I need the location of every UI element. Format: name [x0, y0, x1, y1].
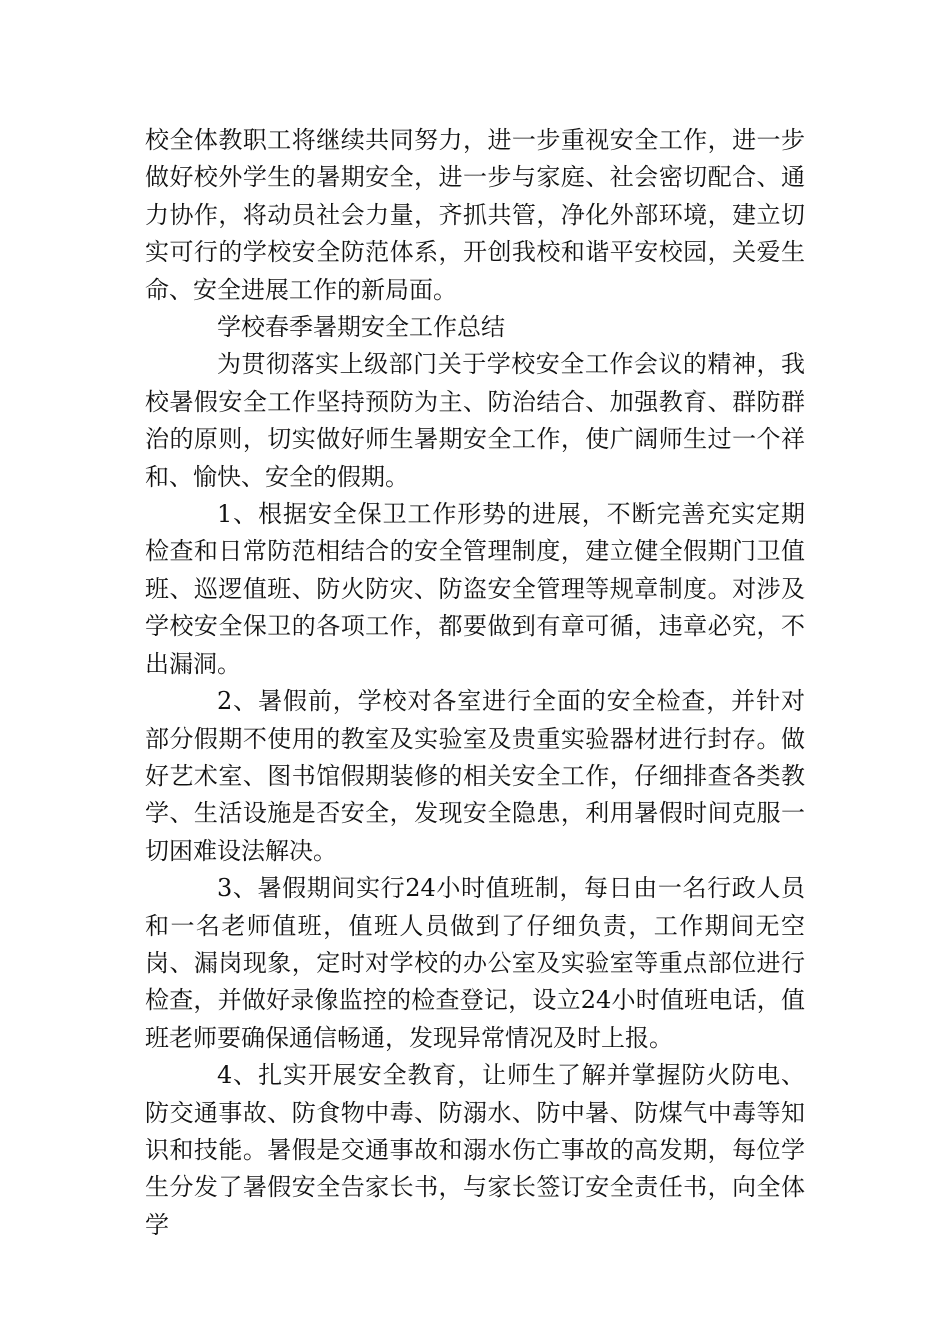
paragraph-item-1: 1、根据安全保卫工作形势的进展，不断完善充实定期检查和日常防范相结合的安全管理制度，建立健全假期门卫值班、巡逻值班、防火防灾、防盗安全管理等规章制度。对涉及学校安全保卫的各项工作，都要做到有章可循，违章必究，不出漏洞。: [145, 500, 805, 678]
paragraph-continuation: 校全体教职工将继续共同努力，进一步重视安全工作，进一步做好校外学生的暑期安全，进一步与家庭、社会密切配合、通力协作，将动员社会力量，齐抓共管，净化外部环境，建立切实可行的学校安全防范体系，开创我校和谐平安校园，关爱生命、安全进展工作的新局面。: [145, 126, 805, 304]
document-body: [145, 122, 805, 1244]
paragraph-item-3: 3、暑假期间实行24小时值班制，每日由一名行政人员和一名老师值班，值班人员做到了仔细负责，工作期间无空岗、漏岗现象，定时对学校的办公室及实验室等重点部位进行检查，并做好录像监控的检查登记，设立24小时值班电话，值班老师要确保通信畅通，发现异常情况及时上报。: [145, 874, 805, 1052]
section-heading: 学校春季暑期安全工作总结: [217, 313, 505, 342]
paragraph-item-4: 4、扎实开展安全教育，让师生了解并掌握防火防电、防交通事故、防食物中毒、防溺水、防中暑、防煤气中毒等知识和技能。暑假是交通事故和溺水伤亡事故的高发期，每位学生分发了暑假安全告家长书，与家长签订安全责任书，向全体学: [145, 1061, 805, 1239]
paragraph-item-2: 2、暑假前，学校对各室进行全面的安全检查，并针对部分假期不使用的教室及实验室及贵重实验器材进行封存。做好艺术室、图书馆假期装修的相关安全工作，仔细排查各类教学、生活设施是否安全，发现安全隐患，利用暑假时间克服一切困难设法解决。: [145, 687, 805, 865]
paragraph-intro: 为贯彻落实上级部门关于学校安全工作会议的精神，我校暑假安全工作坚持预防为主、防治结合、加强教育、群防群治的原则，切实做好师生暑期安全工作，使广阔师生过一个祥和、愉快、安全的假期。: [145, 350, 805, 491]
